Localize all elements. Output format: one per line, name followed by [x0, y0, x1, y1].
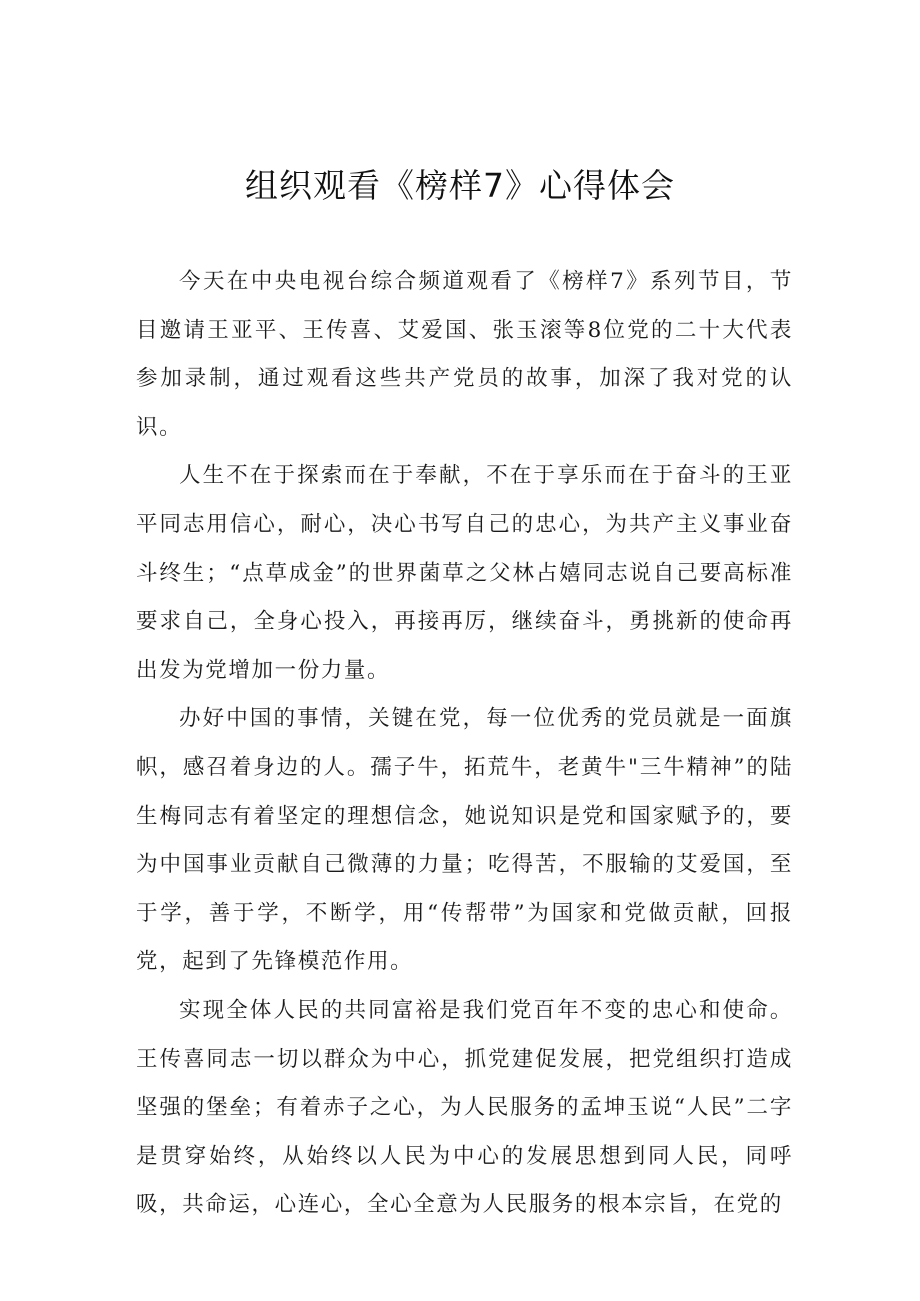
paragraph-1: 今天在中央电视台综合频道观看了《榜样7》系列节目，节目邀请王亚平、王传喜、艾爱国、张玉滚等8位党的二十大代表参加录制，通过观看这些共产党员的故事，加深了我对党的认识。 [136, 269, 793, 440]
paragraph-2: 人生不在于探索而在于奉献，不在于享乐而在于奋斗的王亚平同志用信心，耐心，决心书写自己的忠心，为共产主义事业奋斗终生；“点草成金”的世界菌草之父林占嬉同志说自己要高标准要求自己，全身心投入，再接再厉，继续奋斗，勇挑新的使命再出发为党增加一份力量。 [136, 463, 793, 683]
document-body [136, 258, 793, 1230]
paragraph-4: 实现全体人民的共同富裕是我们党百年不变的忠心和使命。王传喜同志一切以群众为中心，抓党建促发展，把党组织打造成坚强的堡垒；有着赤子之心，为人民服务的孟坤玉说“人民”二字是贯穿始终，从始终以人民为中心的发展思想到同人民，同呼吸，共命运，心连心，全心全意为人民服务的根本宗旨，在党的 [136, 997, 793, 1218]
document-title: 组织观看《榜样7》心得体会 [245, 166, 675, 205]
paragraph-3: 办好中国的事情，关键在党，每一位优秀的党员就是一面旗帜，感召着身边的人。孺子牛，拓荒牛，老黄牛"三牛精神”的陆生梅同志有着坚定的理想信念，她说知识是党和国家赋予的，要为中国事业贡献自己微薄的力量；吃得苦，不服输的艾爱国，至于学，善于学，不断学，用“传帮带”为国家和党做贡献，回报党，起到了先锋模范作用。 [136, 706, 793, 975]
